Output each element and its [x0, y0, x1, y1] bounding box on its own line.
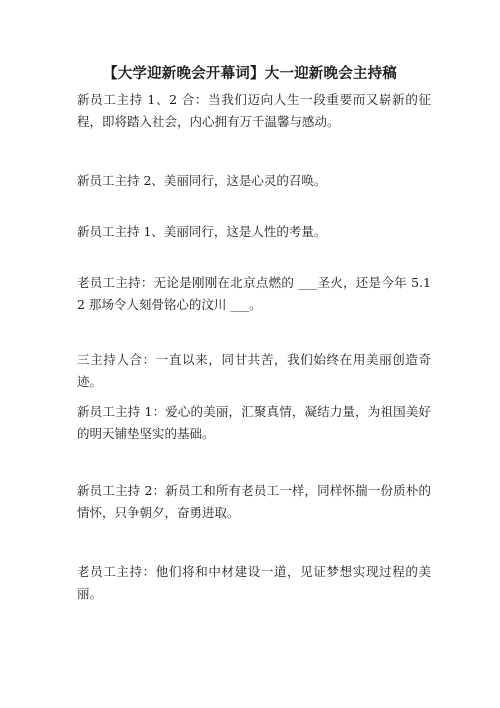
paragraph-6: 新员工主持 1：爱心的美丽，汇聚真情，凝结力量，为祖国美好的明天铺垫坚实的基础。 [77, 404, 431, 441]
paragraph-2: 新员工主持 2、美丽同行，这是心灵的召唤。 [77, 173, 327, 188]
paragraph-4: 老员工主持：无论是刚刚在北京点燃的 ___圣火，还是今年 5.12 那场令人刻骨铭心的汶川 ___。 [77, 275, 431, 312]
paragraph-8: 老员工主持：他们将和中材建设一道，见证梦想实现过程的美丽。 [77, 564, 431, 601]
paragraph-5: 三主持人合：一直以来，同甘共苦，我们始终在用美丽创造奇迹。 [77, 352, 431, 389]
document-title: 【大学迎新晚会开幕词】大一迎新晚会主持稿 [103, 65, 397, 82]
paragraph-7: 新员工主持 2：新员工和所有老员工一样，同样怀揣一份质朴的情怀，只争朝夕，奋勇进取。 [77, 483, 431, 520]
paragraph-1: 新员工主持 1、2 合：当我们迈向人生一段重要而又崭新的征程，即将踏入社会，内心拥有万千温馨与感动。 [77, 92, 431, 129]
paragraph-3: 新员工主持 1、美丽同行，这是人性的考量。 [77, 224, 327, 239]
